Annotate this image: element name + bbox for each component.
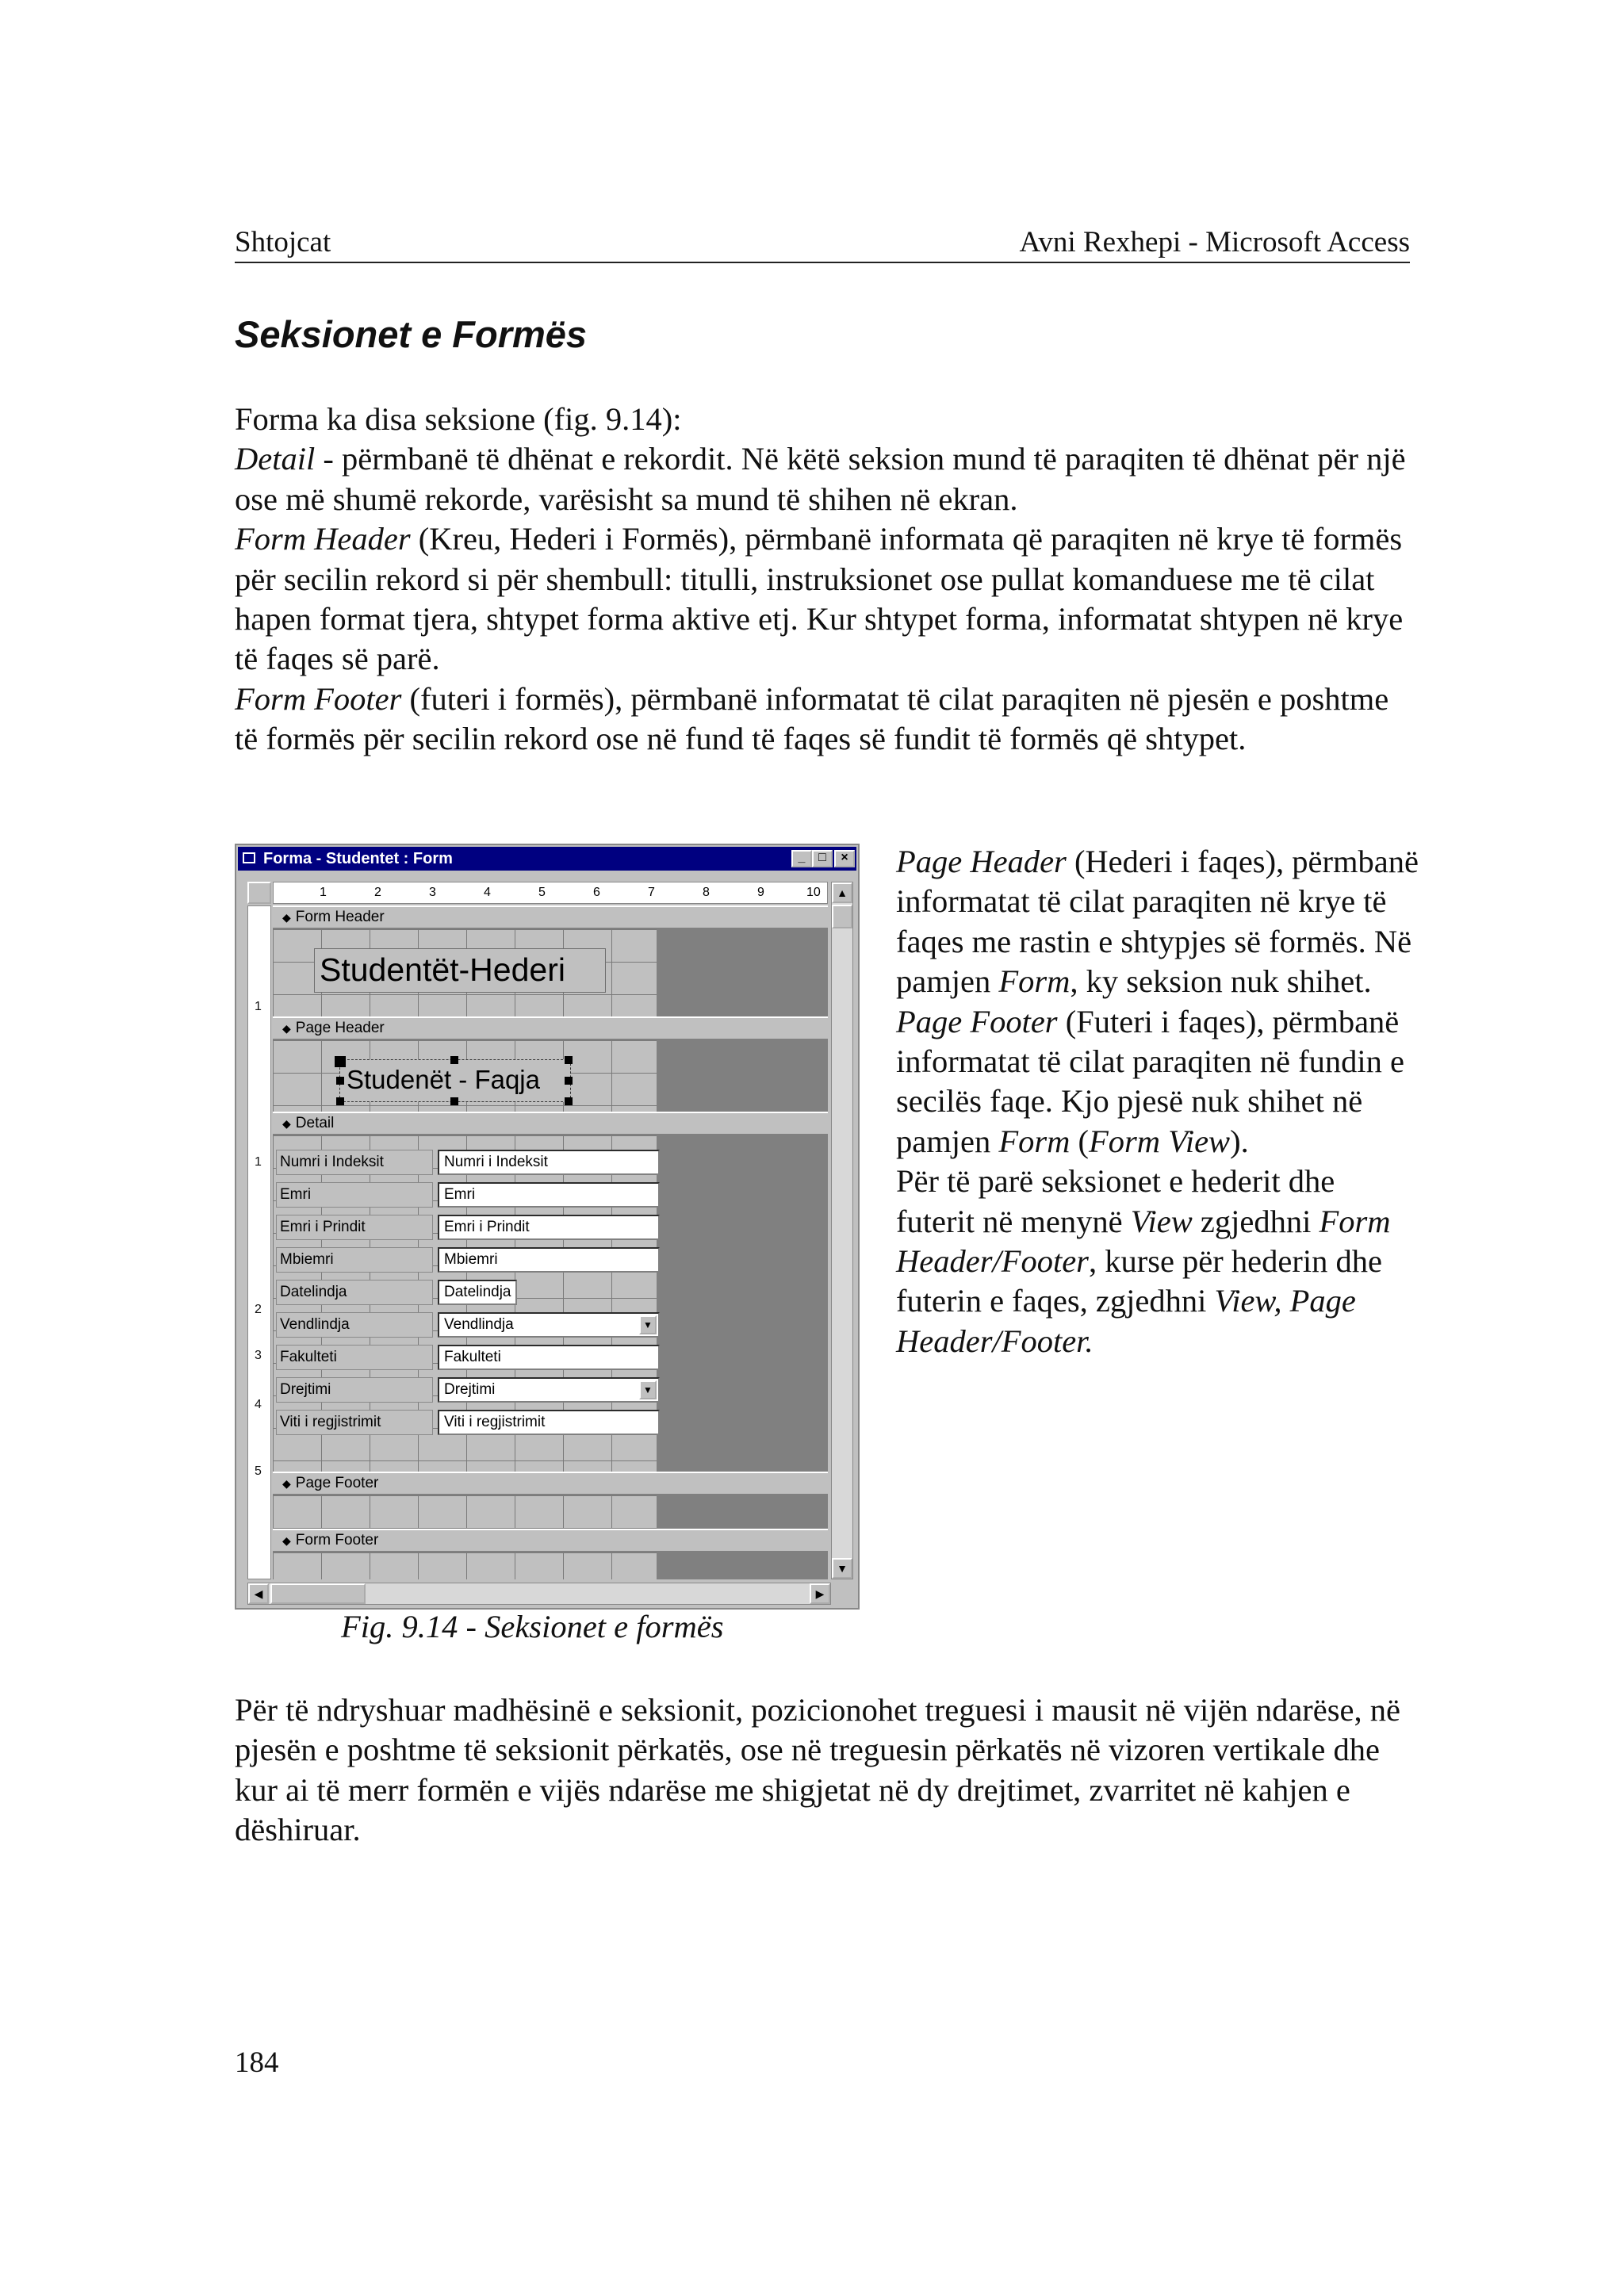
form-header-label[interactable]: Studentët-Hederi bbox=[314, 948, 606, 993]
resize-handle[interactable] bbox=[565, 1056, 573, 1064]
section-arrow-icon: ◆ bbox=[282, 1117, 291, 1130]
ruler-tick: 2 bbox=[374, 886, 381, 899]
minimize-button[interactable]: _ bbox=[791, 850, 812, 867]
vertical-ruler[interactable] bbox=[247, 905, 271, 1579]
term-detail: Detail bbox=[235, 441, 316, 477]
closing-paragraph: Për të ndryshuar madhësinë e seksionit, pozicionohet treguesi i mausit në vijën ndarëse, në pjesën e poshtme të seksionit përkatës, ose në treguesin përkatës në vizoren vertikale dhe kur ai të merr formën e vijës ndarëse me shigjetat në dy drejtimet, zvarritet në kahjen e dëshiruar. bbox=[235, 1692, 1400, 1848]
ruler-tick: 9 bbox=[757, 886, 764, 899]
design-canvas[interactable] bbox=[273, 905, 828, 1579]
page-header-paragraph: Page Header (Hederi i faqes), përmbanë informatat të cilat paraqiten në krye të faqes me rastin e shtypjes së formës. Në pamjen Form, ky seksion nuk shihet. bbox=[896, 844, 1419, 1000]
scroll-thumb[interactable] bbox=[270, 1583, 366, 1604]
ruler-tick: 1 bbox=[255, 1000, 262, 1013]
page-footer-paragraph: Page Footer (Futeri i faqes), përmbanë informatat të cilat paraqiten në fundin e secilës faqe. Kjo pjesë nuk shihet në pamjen Form (Form View). bbox=[896, 1003, 1404, 1159]
text-box[interactable]: Datelindja bbox=[438, 1280, 517, 1305]
window-title: Forma - Studentet : Form bbox=[263, 850, 453, 867]
resize-handle[interactable] bbox=[336, 1077, 344, 1085]
scroll-right-icon[interactable]: ▶ bbox=[810, 1583, 830, 1604]
resize-handle[interactable] bbox=[450, 1056, 458, 1064]
view-menu-paragraph: Për të parë seksionet e hederit dhe futerit në menynë View zgjedhni Form Header/Footer, kurse për hederin dhe futerin e faqes, zgjedhni View, Page Header/Footer. bbox=[896, 1163, 1391, 1359]
horizontal-scrollbar[interactable] bbox=[247, 1583, 831, 1605]
field-label[interactable]: Emri i Prindit bbox=[276, 1215, 433, 1240]
form-footer-grid bbox=[273, 1552, 657, 1579]
ruler-tick: 1 bbox=[320, 886, 327, 899]
section-title: Seksionet e Formës bbox=[235, 313, 588, 355]
resize-handle[interactable] bbox=[450, 1097, 458, 1105]
text-box[interactable]: Emri bbox=[438, 1182, 660, 1208]
resize-handle[interactable] bbox=[565, 1097, 573, 1105]
page-number: 184 bbox=[235, 2046, 279, 2079]
close-button[interactable]: × bbox=[834, 850, 855, 867]
page-header-label[interactable]: Studenët - Faqja bbox=[339, 1059, 571, 1102]
dropdown-arrow-icon[interactable]: ▼ bbox=[639, 1315, 657, 1334]
header-book-title: Avni Rexhepi - Microsoft Access bbox=[1019, 226, 1410, 258]
section-arrow-icon: ◆ bbox=[282, 1477, 291, 1490]
resize-handle[interactable] bbox=[336, 1097, 344, 1105]
band-form-header[interactable]: ◆ Form Header bbox=[273, 905, 828, 929]
ruler-tick: 1 bbox=[255, 1155, 262, 1169]
ruler-tick: 5 bbox=[255, 1464, 262, 1478]
ruler-tick: 6 bbox=[593, 886, 600, 899]
header-chapter: Shtojcat bbox=[235, 226, 331, 258]
text-box[interactable]: Viti i regjistrimit bbox=[438, 1410, 660, 1435]
scroll-left-icon[interactable]: ◀ bbox=[248, 1583, 269, 1604]
ruler-tick: 4 bbox=[484, 886, 491, 899]
form-selector[interactable] bbox=[247, 882, 271, 904]
horizontal-ruler[interactable] bbox=[273, 882, 828, 904]
dropdown-arrow-icon[interactable]: ▼ bbox=[639, 1380, 657, 1399]
band-form-footer[interactable]: ◆ Form Footer bbox=[273, 1529, 828, 1552]
ruler-tick: 2 bbox=[255, 1303, 262, 1316]
band-page-header[interactable]: ◆ Page Header bbox=[273, 1016, 828, 1040]
side-text bbox=[896, 842, 1419, 1361]
form-header-paragraph: Form Header (Kreu, Hederi i Formës), përmbanë informata që paraqiten në krye të formës për secilin rekord si për shembull: titulli, instruksionet ose pullat komanduese me të cilat hapen format tjera, shtypet forma aktive etj. Kur shtypet forma, informatat shtypen në krye të faqes së parë. bbox=[235, 521, 1404, 677]
field-label[interactable]: Datelindja bbox=[276, 1280, 433, 1305]
figure-caption: Fig. 9.14 - Seksionet e formës bbox=[341, 1609, 724, 1644]
section-arrow-icon: ◆ bbox=[282, 1022, 291, 1035]
band-page-footer[interactable]: ◆ Page Footer bbox=[273, 1472, 828, 1495]
text-box[interactable]: Mbiemri bbox=[438, 1247, 660, 1273]
section-arrow-icon: ◆ bbox=[282, 911, 291, 924]
text-box[interactable]: Fakulteti bbox=[438, 1345, 660, 1370]
scroll-down-icon[interactable]: ▼ bbox=[832, 1558, 852, 1579]
field-label[interactable]: Viti i regjistrimit bbox=[276, 1410, 433, 1435]
field-label[interactable]: Emri bbox=[276, 1182, 433, 1208]
text-box[interactable]: Emri i Prindit bbox=[438, 1215, 660, 1240]
combo-box[interactable]: Drejtimi ▼ bbox=[438, 1377, 660, 1403]
move-handle[interactable] bbox=[335, 1056, 346, 1067]
intro-line: Forma ka disa seksione (fig. 9.14): bbox=[235, 401, 682, 437]
band-detail[interactable]: ◆ Detail bbox=[273, 1112, 828, 1135]
field-label[interactable]: Mbiemri bbox=[276, 1247, 433, 1273]
field-label[interactable]: Drejtimi bbox=[276, 1377, 433, 1403]
field-label[interactable]: Fakulteti bbox=[276, 1345, 433, 1370]
detail-paragraph: Detail - përmbanë të dhënat e rekordit. Në këtë seksion mund të paraqiten të dhënat për një ose më shumë rekorde, varësisht sa mund të shihen në ekran. bbox=[235, 441, 1406, 517]
form-footer-paragraph: Form Footer (futeri i formës), përmbanë informatat të cilat paraqiten në pjesën e poshtme të formës për secilin rekord ose në fund të faqes së fundit të formës që shtypet. bbox=[235, 680, 1389, 757]
ruler-tick: 8 bbox=[703, 886, 710, 899]
ruler-tick: 3 bbox=[255, 1349, 262, 1362]
scroll-thumb[interactable] bbox=[832, 905, 852, 928]
form-design-window bbox=[235, 844, 860, 1610]
ruler-tick: 3 bbox=[429, 886, 436, 899]
field-label[interactable]: Vendlindja bbox=[276, 1312, 433, 1338]
scroll-up-icon[interactable]: ▲ bbox=[832, 882, 852, 903]
window-titlebar[interactable] bbox=[238, 847, 856, 871]
text-box[interactable]: Numri i Indeksit bbox=[438, 1150, 660, 1175]
running-header bbox=[235, 225, 1410, 263]
ruler-tick: 10 bbox=[806, 886, 821, 899]
intro-text bbox=[235, 400, 1410, 760]
term-form-header: Form Header bbox=[235, 521, 411, 557]
section-arrow-icon: ◆ bbox=[282, 1534, 291, 1547]
form-icon[interactable] bbox=[243, 852, 255, 863]
resize-handle[interactable] bbox=[565, 1077, 573, 1085]
vertical-scrollbar[interactable] bbox=[831, 882, 853, 1579]
ruler-tick: 5 bbox=[538, 886, 546, 899]
maximize-button[interactable]: □ bbox=[812, 850, 833, 867]
field-label[interactable]: Numri i Indeksit bbox=[276, 1150, 433, 1175]
page-footer-grid bbox=[273, 1495, 657, 1529]
ruler-tick: 7 bbox=[648, 886, 655, 899]
term-form-footer: Form Footer bbox=[235, 680, 402, 717]
ruler-tick: 4 bbox=[255, 1398, 262, 1411]
combo-box[interactable]: Vendlindja ▼ bbox=[438, 1312, 660, 1338]
